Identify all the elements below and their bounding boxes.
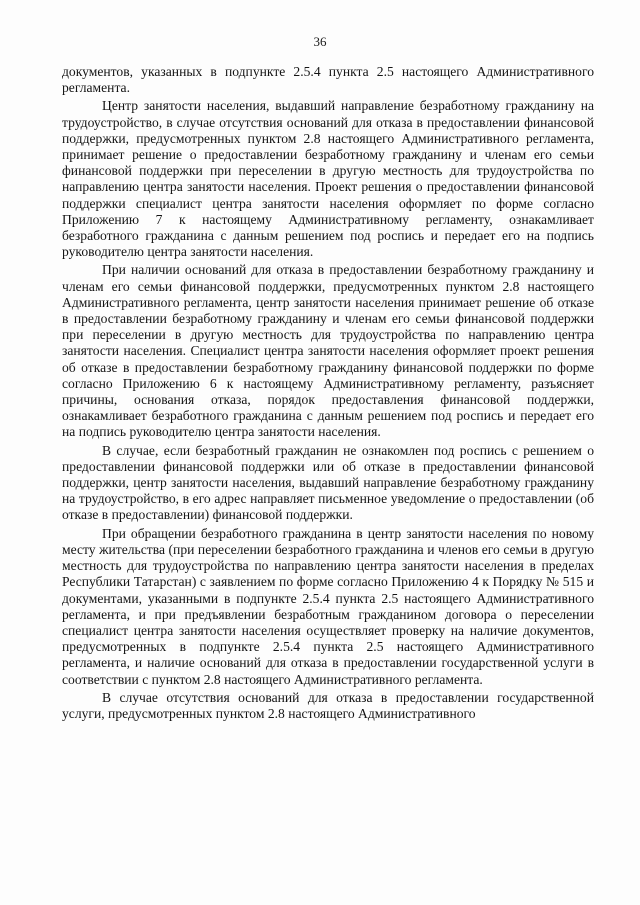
paragraph-continuation: документов, указанных в подпункте 2.5.4 пункта 2.5 настоящего Административного регламента. bbox=[62, 64, 594, 96]
paragraph-refusal-grounds: При наличии оснований для отказа в предоставлении безработному гражданину и членам его семьи финансовой поддержки, предусмотренных пунктом 2.8 настоящего Административного регламента, центр занятости населения принимает решение об отказе в предоставлении безработному гражданину и членам его семьи финансовой поддержки при переселении в другую местность для трудоустройства по направлению центра занятости населения. Специалист центра занятости населения оформляет проект решения об отказе в предоставлении безработному гражданину финансовой поддержки по форме согласно Приложению 6 к настоящему Административному регламенту, разъясняет причины, основания отказа, порядок предоставления финансовой поддержки, ознакамливает безработного гражданина с данным решением под роспись и передает его на подпись руководителю центра занятости населения. bbox=[62, 262, 594, 440]
paragraph-notification: В случае, если безработный гражданин не ознакомлен под роспись с решением о предоставлении финансовой поддержки или об отказе в предоставлении финансовой поддержки, центр занятости населения, выдавший направление безработному гражданину на трудоустройство, в его адрес направляет письменное уведомление о предоставлении (об отказе в предоставлении) финансовой поддержки. bbox=[62, 442, 594, 523]
paragraph-employment-center-decision: Центр занятости населения, выдавший направление безработному гражданину на трудоустройство, в случае отсутствия оснований для отказа в предоставлении финансовой поддержки, предусмотренных пунктом 2.8 настоящего Административного регламента, принимает решение о предоставлении безработному гражданину и членам его семьи финансовой поддержки при переселении в другую местность для трудоустройства по направлению центра занятости населения. Проект решения о предоставлении финансовой поддержки специалист центра занятости населения оформляет по форме согласно Приложению 7 к настоящему Административному регламенту, ознакамливает безработного гражданина с данным решением под роспись и передает его на подпись руководителю центра занятости населения. bbox=[62, 98, 594, 260]
paragraph-new-residence-appeal: При обращении безработного гражданина в центр занятости населения по новому месту жительства (при переселении безработного гражданина и членов его семьи в другую местность для трудоустройства по направлению центра занятости населения в пределах Республики Татарстан) с заявлением по форме согласно Приложению 4 к Порядку № 515 и документами, указанными в подпункте 2.5.4 пункта 2.5 настоящего Административного регламента, и при предъявлении безработным гражданином договора о переселении специалист центра занятости населения осуществляет проверку на наличие документов, предусмотренных в подпункте 2.5.4 пункта 2.5 настоящего Административного регламента, и наличие оснований для отказа в предоставлении государственной услуги в соответствии с пунктом 2.8 настоящего Административного регламента. bbox=[62, 525, 594, 687]
page-number: 36 bbox=[313, 34, 327, 49]
paragraph-no-refusal-grounds: В случае отсутствия оснований для отказа в предоставлении государственной услуги, предусмотренных пунктом 2.8 настоящего Административного bbox=[62, 689, 594, 721]
document-body bbox=[62, 64, 594, 722]
